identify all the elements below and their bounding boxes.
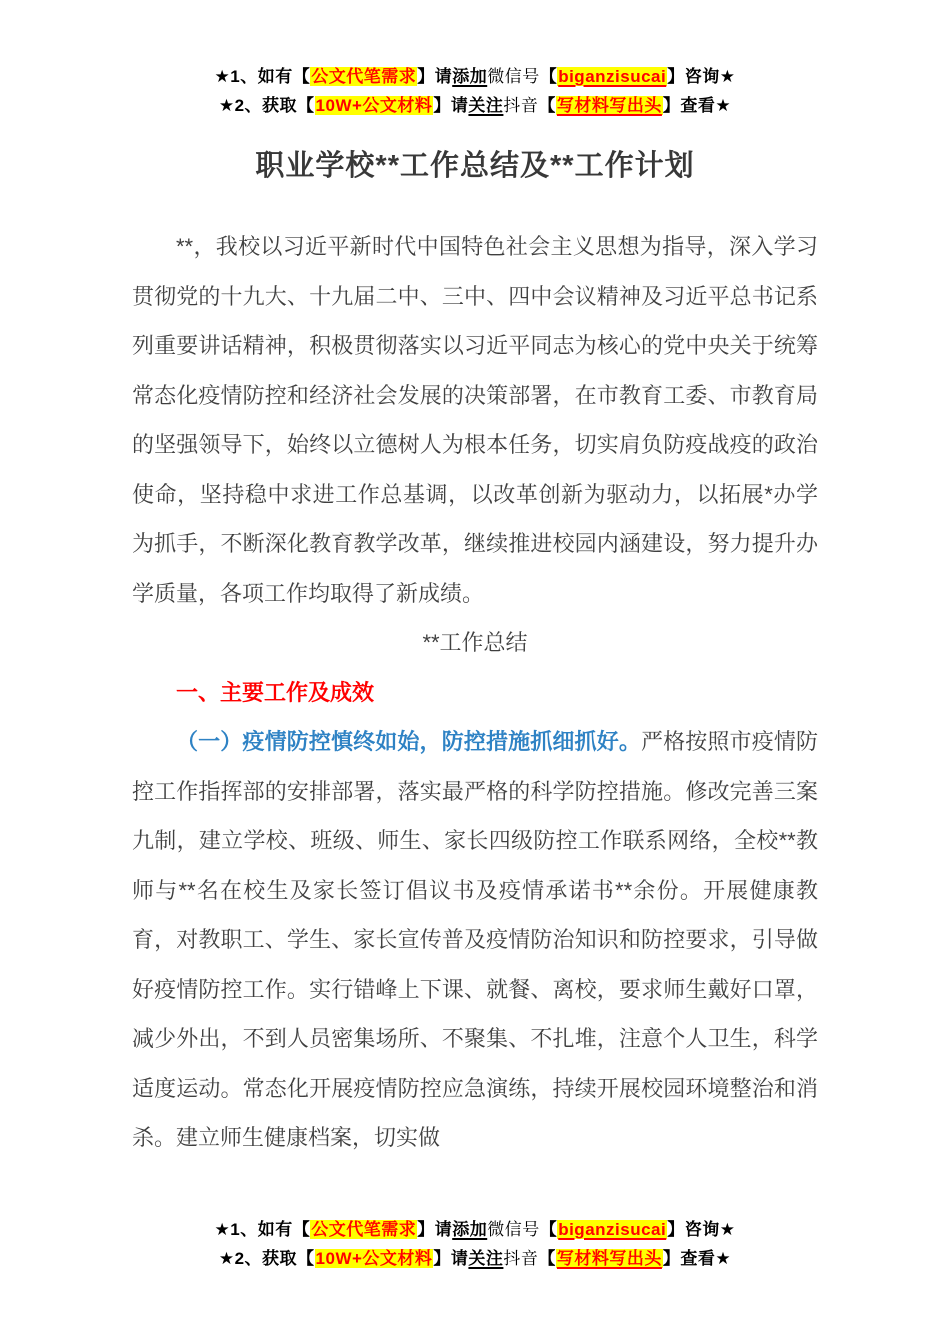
banner2-highlight-material: 10W+公文材料 [315, 1248, 433, 1268]
subsection-lead: （一）疫情防控慎终如始，防控措施抓细抓好。 [176, 729, 641, 754]
banner2-mid: 】请 [433, 1248, 469, 1268]
promo-banner-bottom [0, 1215, 950, 1273]
banner2-channel: 抖音 [503, 1248, 539, 1268]
banner1-suffix: 】咨询★ [667, 67, 736, 86]
banner2-bracket: 【 [538, 1248, 556, 1268]
banner1-prefix: ★1、如有【 [214, 67, 311, 86]
banner2-highlight-account: 写材料写出头 [556, 96, 662, 115]
banner1-highlight-service: 公文代笔需求 [311, 1219, 417, 1239]
banner1-channel: 微信号 [487, 67, 540, 86]
banner2-bracket: 【 [538, 96, 556, 115]
banner-bottom-line-2 [0, 1244, 950, 1273]
banner1-channel: 微信号 [487, 1219, 540, 1239]
document-title: 职业学校**工作总结及**工作计划 [255, 150, 695, 182]
banner2-underlined-action: 关注 [468, 96, 504, 115]
banner1-suffix: 】咨询★ [667, 1219, 736, 1239]
banner2-underlined-action: 关注 [468, 1248, 504, 1268]
banner2-suffix: 】查看★ [662, 1248, 732, 1268]
banner1-prefix: ★1、如有【 [214, 1219, 311, 1239]
banner1-underlined-action: 添加 [452, 1219, 488, 1239]
banner-top-line-2 [0, 91, 950, 120]
banner1-bracket: 【 [539, 1219, 558, 1239]
document-body [132, 222, 818, 1163]
banner2-highlight-material: 10W+公文材料 [315, 96, 433, 115]
banner2-channel: 抖音 [503, 96, 539, 115]
banner1-underlined-action: 添加 [452, 67, 488, 86]
subtitle-line: **工作总结 [422, 630, 528, 655]
banner2-prefix: ★2、获取【 [218, 1248, 315, 1268]
promo-banner-top [0, 0, 950, 120]
banner1-highlight-account: biganzisucai [558, 1219, 667, 1239]
intro-paragraph: **，我校以习近平新时代中国特色社会主义思想为指导，深入学习贯彻党的十九大、十九届二中、三中、四中会议精神及习近平总书记系列重要讲话精神，积极贯彻落实以习近平同志为核心的党中央关于统筹常态化疫情防控和经济社会发展的决策部署，在市教育工委、市教育局的坚强领导下，始终以立德树人为根本任务，切实肩负防疫战疫的政治使命，坚持稳中求进工作总基调，以改革创新为驱动力，以拓展*办学为抓手，不断深化教育教学改革，继续推进校园内涵建设，努力提升办学质量，各项工作均取得了新成绩。 [132, 234, 818, 606]
subsection-body-text: 严格按照市疫情防控工作指挥部的安排部署，落实最严格的科学防控措施。修改完善三案九制，建立学校、班级、师生、家长四级防控工作联系网络，全校**教师与**名在校生及家长签订倡议书及疫情承诺书**余份。开展健康教育，对教职工、学生、家长宣传普及疫情防治知识和防控要求，引导做好疫情防控工作。实行错峰上下课、就餐、离校，要求师生戴好口罩，减少外出，不到人员密集场所、不聚集、不扎堆，注意个人卫生，科学适度运动。常态化开展疫情防控应急演练，持续开展校园环境整治和消杀。建立师生健康档案，切实做 [132, 729, 818, 1150]
banner1-highlight-service: 公文代笔需求 [311, 67, 417, 86]
banner-bottom-line-1 [0, 1215, 950, 1244]
banner1-highlight-account: biganzisucai [558, 67, 667, 86]
banner-top-line-1 [0, 62, 950, 91]
banner1-bracket: 【 [539, 67, 558, 86]
banner1-mid: 】请 [417, 1219, 453, 1239]
banner1-mid: 】请 [417, 67, 453, 86]
section-heading: 一、主要工作及成效 [176, 679, 375, 705]
banner2-prefix: ★2、获取【 [218, 96, 315, 115]
banner2-mid: 】请 [433, 96, 469, 115]
subsection-paragraph [132, 717, 818, 1163]
banner2-highlight-account: 写材料写出头 [556, 1248, 662, 1268]
banner2-suffix: 】查看★ [662, 96, 732, 115]
